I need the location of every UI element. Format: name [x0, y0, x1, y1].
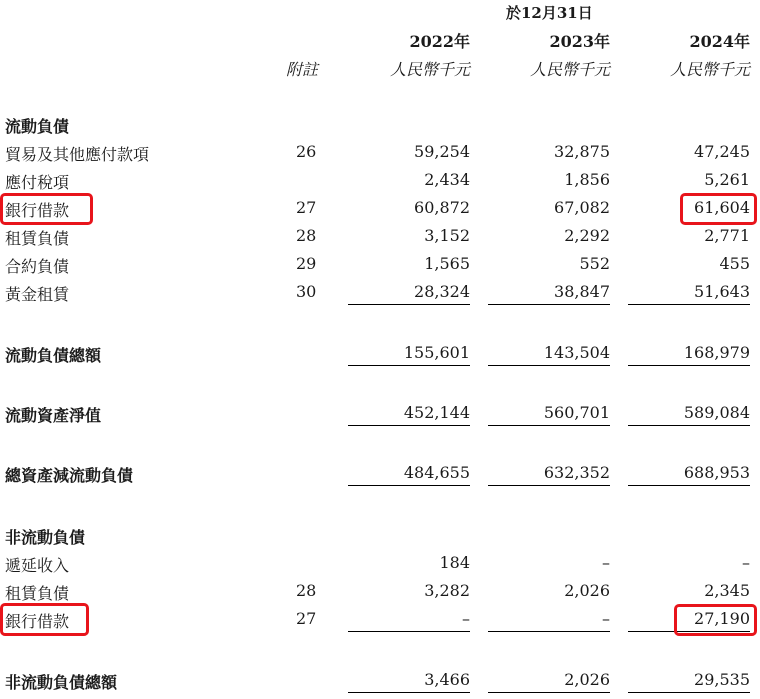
row-label: 銀行借款 — [5, 612, 70, 631]
row-label: 遞延收入 — [5, 556, 70, 575]
section-title: 非流動負債 — [5, 528, 86, 547]
value-2023: 2,026 — [564, 670, 610, 689]
value-2022: 3,152 — [424, 226, 470, 245]
value-2022: – — [462, 609, 470, 628]
value-2023: 67,082 — [554, 198, 610, 217]
row-note: 28 — [296, 581, 317, 600]
row-label: 非流動負債總額 — [5, 673, 118, 692]
row-label: 合約負債 — [5, 257, 70, 276]
total-row — [0, 463, 760, 487]
value-2022: 1,565 — [424, 254, 470, 273]
total-row — [0, 343, 760, 367]
year-2023: 2023年 — [549, 32, 610, 51]
value-2024: 2,771 — [704, 226, 750, 245]
value-2022: 3,466 — [424, 670, 470, 689]
value-2023: 560,701 — [543, 403, 610, 422]
table-row — [0, 553, 760, 577]
value-2022: 59,254 — [414, 142, 470, 161]
unit-2024: 人民幣千元 — [669, 60, 750, 79]
table-row — [0, 581, 760, 605]
section-current-liabilities — [0, 114, 760, 138]
value-2024: 589,084 — [683, 403, 750, 422]
value-2023: 32,875 — [554, 142, 610, 161]
value-2024: 455 — [719, 254, 750, 273]
row-label: 黃金租賃 — [5, 285, 70, 304]
value-2024: 51,643 — [694, 282, 750, 301]
highlight-box — [680, 193, 757, 225]
value-2023: 632,352 — [543, 463, 610, 482]
divider — [488, 425, 610, 426]
value-2024: 2,345 — [704, 581, 750, 600]
value-2023: – — [602, 553, 610, 572]
row-label: 銀行借款 — [5, 201, 70, 220]
value-2023: 2,292 — [564, 226, 610, 245]
value-2024: 27,190 — [694, 609, 750, 628]
highlight-box — [674, 604, 757, 636]
value-2023: 143,504 — [543, 343, 610, 362]
row-note: 26 — [296, 142, 317, 161]
divider — [488, 692, 610, 693]
section-noncurrent-liabilities — [0, 525, 760, 549]
value-2022: 60,872 — [414, 198, 470, 217]
row-label: 流動資產淨值 — [5, 406, 102, 425]
divider — [488, 304, 610, 305]
value-2022: 155,601 — [403, 343, 470, 362]
divider — [488, 631, 610, 632]
row-note: 27 — [296, 198, 317, 217]
year-2024: 2024年 — [689, 32, 750, 51]
value-2024: 47,245 — [694, 142, 750, 161]
row-label: 總資產減流動負債 — [5, 466, 134, 485]
value-2022: 3,282 — [424, 581, 470, 600]
year-2022: 2022年 — [409, 32, 470, 51]
value-2024: – — [742, 553, 750, 572]
divider — [628, 485, 750, 486]
divider — [628, 425, 750, 426]
row-note: 29 — [296, 254, 317, 273]
divider — [628, 692, 750, 693]
value-2024: 688,953 — [683, 463, 750, 482]
value-2022: 452,144 — [403, 403, 470, 422]
highlight-box — [0, 193, 93, 225]
divider — [628, 365, 750, 366]
row-label: 貿易及其他應付款項 — [5, 145, 150, 164]
divider — [348, 485, 470, 486]
value-2022: 484,655 — [403, 463, 470, 482]
table-row — [0, 226, 760, 250]
unit-2022: 人民幣千元 — [389, 60, 470, 79]
table-row — [0, 282, 760, 306]
row-note: 28 — [296, 226, 317, 245]
table-row — [0, 142, 760, 166]
value-2023: 38,847 — [554, 282, 610, 301]
total-row — [0, 403, 760, 427]
table-row — [0, 609, 760, 633]
date-header: 於12月31日 — [506, 4, 593, 22]
value-2023: 1,856 — [564, 170, 610, 189]
divider — [348, 365, 470, 366]
divider — [348, 631, 470, 632]
value-2024: 168,979 — [683, 343, 750, 362]
row-note: 27 — [296, 609, 317, 628]
value-2024: 29,535 — [694, 670, 750, 689]
section-title: 流動負債 — [5, 117, 70, 136]
value-2023: 2,026 — [564, 581, 610, 600]
total-row — [0, 670, 760, 694]
value-2023: 552 — [579, 254, 610, 273]
highlight-box — [0, 603, 89, 636]
row-label: 流動負債總額 — [5, 346, 102, 365]
row-note: 30 — [296, 282, 317, 301]
row-label: 租賃負債 — [5, 229, 70, 248]
divider — [348, 304, 470, 305]
row-label: 租賃負債 — [5, 584, 70, 603]
divider — [348, 692, 470, 693]
value-2022: 28,324 — [414, 282, 470, 301]
divider — [348, 425, 470, 426]
table-row — [0, 254, 760, 278]
divider — [488, 485, 610, 486]
table-row — [0, 198, 760, 222]
divider — [628, 304, 750, 305]
unit-2023: 人民幣千元 — [529, 60, 610, 79]
value-2024: 5,261 — [704, 170, 750, 189]
value-2022: 184 — [439, 553, 470, 572]
value-2022: 2,434 — [424, 170, 470, 189]
value-2024: 61,604 — [694, 198, 750, 217]
value-2023: – — [602, 609, 610, 628]
table-row — [0, 170, 760, 194]
note-header: 附註 — [286, 60, 319, 79]
row-label: 應付稅項 — [5, 173, 70, 192]
divider — [488, 365, 610, 366]
